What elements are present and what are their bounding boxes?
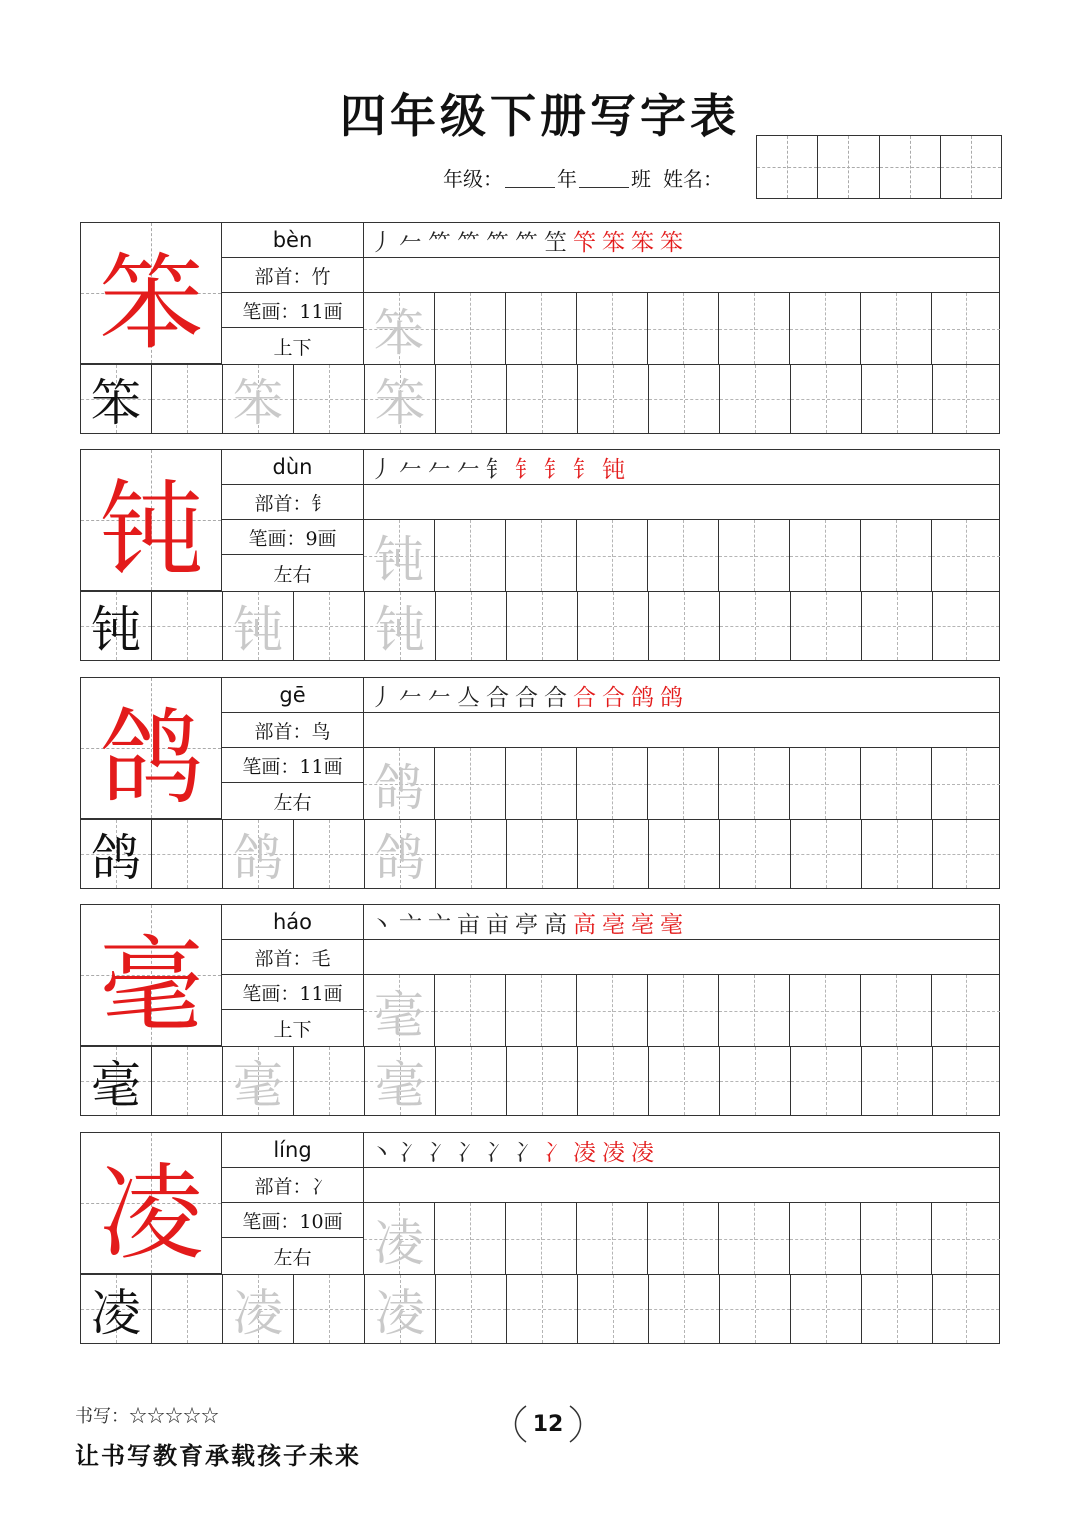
trace-char: 凌 [375,1284,425,1342]
stroke-step: 合 [486,684,509,711]
char-info [222,1133,364,1274]
trace-char: 钝 [375,601,425,659]
grade-label: 年级： [443,166,503,191]
big-char-cell [81,450,222,591]
practice-cell[interactable] [649,364,720,433]
stroke-step: 丶 [370,1139,393,1166]
big-char: 毫 [99,923,204,1046]
stroke-step: 钅 [573,456,596,483]
grade-blank[interactable] [505,167,555,188]
trace-char: 鸽 [374,758,424,817]
char-block [80,904,1000,1116]
practice-cell[interactable] [365,819,436,888]
radical: 部首：鸟 [222,713,363,748]
pinyin: háo [222,905,363,940]
practice-cell[interactable] [862,1046,933,1115]
char-info [222,450,364,591]
practice-cell[interactable] [364,520,435,591]
structure: 左右 [273,1246,312,1269]
name-box[interactable] [757,136,818,198]
practice-cell[interactable] [791,591,862,660]
page-number [520,1402,576,1446]
practice-cell[interactable] [81,1046,152,1115]
practice-cell[interactable] [861,975,932,1046]
pinyin: dùn [222,450,363,485]
practice-cell[interactable] [649,591,720,660]
stroke-step: 凌 [573,1139,596,1166]
rating-text: 书写：☆☆☆☆☆ [75,1406,219,1427]
practice-cell[interactable] [507,1274,578,1343]
pinyin: líng [222,1133,363,1168]
char-info [222,223,364,364]
practice-cell[interactable] [790,975,861,1046]
char-block [80,1132,1000,1344]
radical: 部首：钅 [222,485,363,520]
practice-cell[interactable] [364,1203,435,1274]
stroke-step: 冫 [544,1139,567,1166]
stroke-step: 笨 [631,229,654,256]
stroke-step: 冫 [428,1139,451,1166]
radical: 部首：毛 [222,940,363,975]
stroke-step: 凌 [631,1139,654,1166]
practice-cell[interactable] [933,1046,999,1115]
practice-cell[interactable] [365,364,436,433]
practice-cell[interactable] [507,819,578,888]
structure: 上下 [273,1018,312,1041]
practice-cell[interactable] [862,364,933,433]
practice-cell[interactable] [436,1046,507,1115]
name-box[interactable] [818,136,879,198]
practice-cell[interactable] [223,364,294,433]
stroke-order-row [364,678,999,713]
model-char: 笨 [91,374,141,432]
model-char: 钝 [91,601,141,659]
practice-cell[interactable] [152,1046,223,1115]
char-info [222,678,364,819]
trace-char: 鸽 [375,829,425,887]
year-suffix: 年 [557,166,577,191]
practice-cell[interactable] [719,748,790,819]
model-char: 凌 [91,1284,141,1342]
practice-cell[interactable] [507,591,578,660]
practice-cell[interactable] [152,591,223,660]
stroke-step: 丿 [370,456,393,483]
practice-cell[interactable] [648,975,719,1046]
char-block [80,677,1000,889]
stroke-order-row [364,1133,999,1168]
stroke-step: 亩 [457,911,480,938]
stroke-step: ⺮ [457,229,480,256]
stroke-step: 钅 [544,456,567,483]
practice-cell[interactable] [648,293,719,364]
stroke-step: ⺮ [515,229,538,256]
practice-cell[interactable] [861,1203,932,1274]
practice-cell[interactable] [436,364,507,433]
practice-cell[interactable] [577,748,648,819]
stroke-step: 笨 [602,229,625,256]
stroke-step: 亩 [486,911,509,938]
practice-cell[interactable] [364,293,435,364]
stroke-step: 笨 [660,229,683,256]
big-char: 笨 [99,241,204,364]
practice-cell[interactable] [365,1046,436,1115]
practice-cell[interactable] [719,520,790,591]
char-block [80,449,1000,661]
big-char-cell [81,678,222,819]
stroke-step: 𠂉 [399,229,422,256]
stroke-step: ⺮ [486,229,509,256]
practice-cell[interactable] [791,819,862,888]
stroke-step: 鸽 [660,684,683,711]
practice-cell[interactable] [578,1046,649,1115]
page-number-text: 12 [532,1411,564,1437]
trace-char: 鸽 [233,829,283,887]
stroke-step: 合 [544,684,567,711]
stroke-step: 鸽 [631,684,654,711]
practice-cell[interactable] [790,748,861,819]
practice-cell[interactable] [932,520,1000,591]
practice-cell[interactable] [578,591,649,660]
practice-cell[interactable] [790,293,861,364]
practice-cell[interactable] [861,520,932,591]
practice-cell[interactable] [649,1274,720,1343]
practice-cell[interactable] [577,293,648,364]
practice-cell[interactable] [790,520,861,591]
class-blank[interactable] [579,167,629,188]
structure: 左右 [273,791,312,814]
stroke-step: 亳 [602,911,625,938]
practice-cell[interactable] [720,591,791,660]
practice-cell[interactable] [436,819,507,888]
practice-cell[interactable] [506,748,577,819]
practice-cell[interactable] [862,591,933,660]
big-char: 凌 [99,1151,204,1274]
trace-char: 毫 [375,1056,425,1114]
student-info-row [443,160,723,194]
trace-char: 钝 [233,601,283,659]
practice-cell[interactable] [933,591,999,660]
practice-cell[interactable] [152,1274,223,1343]
stroke-step: 亳 [631,911,654,938]
practice-cell[interactable] [719,293,790,364]
practice-cell[interactable] [578,1274,649,1343]
practice-cell[interactable] [933,364,999,433]
practice-cell[interactable] [294,364,365,433]
practice-cell[interactable] [862,1274,933,1343]
big-char: 钝 [99,468,204,591]
stroke-count: 笔画：11画 [222,975,363,1010]
stroke-step: 丿 [370,684,393,711]
stroke-step: 丿 [370,229,393,256]
practice-cell[interactable] [365,591,436,660]
practice-cell[interactable] [720,364,791,433]
practice-cell[interactable] [861,293,932,364]
practice-cell[interactable] [364,975,435,1046]
practice-cell[interactable] [648,748,719,819]
practice-cell[interactable] [791,364,862,433]
practice-cell[interactable] [791,1274,862,1343]
trace-char: 毫 [374,985,424,1044]
trace-char: 笨 [374,303,424,362]
practice-cell[interactable] [933,819,999,888]
stroke-step: 合 [515,684,538,711]
practice-cell[interactable] [506,520,577,591]
radical: 部首：竹 [222,258,363,293]
stroke-step: 高 [573,911,596,938]
stroke-step: 𠂉 [428,456,451,483]
stroke-step: 𠂉 [428,684,451,711]
stroke-count: 笔画：9画 [222,520,363,555]
practice-cell[interactable] [294,1046,365,1115]
blank-row [364,258,999,293]
big-char-cell [81,223,222,364]
practice-cell[interactable] [932,975,1000,1046]
practice-cell[interactable] [506,1203,577,1274]
big-char-cell [81,905,222,1046]
stroke-step: 丶 [370,911,393,938]
stroke-step: 毫 [660,911,683,938]
practice-cell[interactable] [791,1046,862,1115]
stroke-step: 笁 [544,229,567,256]
trace-char: 笨 [375,374,425,432]
practice-cell[interactable] [152,819,223,888]
name-boxes [756,135,1002,199]
stroke-step: 钅 [486,456,509,483]
practice-cell[interactable] [862,819,933,888]
stroke-step: 高 [544,911,567,938]
practice-cell[interactable] [81,819,152,888]
practice-cell[interactable] [81,1274,152,1343]
stroke-count: 笔画：10画 [222,1203,363,1238]
practice-cell[interactable] [649,1046,720,1115]
practice-cell[interactable] [223,819,294,888]
stroke-step: 冫 [515,1139,538,1166]
stroke-count: 笔画：11画 [222,293,363,328]
practice-cell[interactable] [435,520,506,591]
stroke-step: 凌 [602,1139,625,1166]
stroke-order-row [364,223,999,258]
practice-cell[interactable] [720,1274,791,1343]
stroke-step: 亠 [428,911,451,938]
stroke-step: 𠂉 [399,456,422,483]
name-box[interactable] [880,136,941,198]
stroke-step: 𠂉 [457,456,480,483]
practice-cell[interactable] [932,748,1000,819]
practice-cell[interactable] [720,1046,791,1115]
practice-cell[interactable] [506,975,577,1046]
stroke-step: 𠂉 [399,684,422,711]
radical: 部首：冫 [222,1168,363,1203]
model-char: 鸽 [91,829,141,887]
page-title: 四年级下册写字表 [340,89,740,143]
model-char: 毫 [91,1056,141,1114]
practice-cell[interactable] [933,1274,999,1343]
practice-cell[interactable] [648,1203,719,1274]
practice-cell[interactable] [648,520,719,591]
stroke-step: 冫 [457,1139,480,1166]
practice-cell[interactable] [152,364,223,433]
practice-cell[interactable] [294,819,365,888]
practice-cell[interactable] [81,591,152,660]
practice-cell[interactable] [507,364,578,433]
stroke-order-row [364,450,999,485]
stroke-step: ⺮ [428,229,451,256]
trace-char: 凌 [374,1213,424,1272]
practice-cell[interactable] [294,1274,365,1343]
practice-cell[interactable] [577,1203,648,1274]
practice-cell[interactable] [365,1274,436,1343]
practice-cell[interactable] [577,975,648,1046]
stroke-step: 亠 [399,911,422,938]
stroke-step: 亼 [457,684,480,711]
practice-cell[interactable] [435,975,506,1046]
blank-row [364,1168,999,1203]
practice-cell[interactable] [81,364,152,433]
trace-char: 凌 [233,1284,283,1342]
slogan-text: 让书写教育承载孩子未来 [75,1441,361,1470]
practice-cell[interactable] [719,1203,790,1274]
pinyin: bèn [222,223,363,258]
practice-cell[interactable] [506,293,577,364]
practice-cell[interactable] [577,520,648,591]
name-label: 姓名： [663,166,723,191]
practice-cell[interactable] [435,1203,506,1274]
char-block [80,222,1000,434]
practice-cell[interactable] [719,975,790,1046]
char-info [222,905,364,1046]
trace-char: 钝 [374,530,424,589]
big-char: 鸽 [99,696,204,819]
big-char-cell [81,1133,222,1274]
practice-cell[interactable] [578,819,649,888]
class-suffix: 班 [631,166,651,191]
structure: 上下 [273,336,312,359]
practice-cell[interactable] [223,1274,294,1343]
practice-cell[interactable] [507,1046,578,1115]
trace-char: 笨 [233,374,283,432]
practice-cell[interactable] [436,591,507,660]
practice-cell[interactable] [790,1203,861,1274]
blank-row [364,713,999,748]
trace-char: 毫 [233,1056,283,1114]
practice-cell[interactable] [932,1203,1000,1274]
stroke-step: 合 [602,684,625,711]
stroke-step: 钅 [515,456,538,483]
stroke-step: 钝 [602,456,625,483]
practice-cell[interactable] [435,748,506,819]
practice-cell[interactable] [932,293,1000,364]
name-box[interactable] [941,136,1001,198]
practice-cell[interactable] [578,364,649,433]
practice-cell[interactable] [861,748,932,819]
practice-cell[interactable] [223,1046,294,1115]
stroke-count: 笔画：11画 [222,748,363,783]
stroke-step: 冫 [399,1139,422,1166]
stroke-step: 亭 [515,911,538,938]
practice-cell[interactable] [294,591,365,660]
blank-row [364,485,999,520]
structure: 左右 [273,563,312,586]
blank-row [364,940,999,975]
pinyin: gē [222,678,363,713]
stroke-step: 冫 [486,1139,509,1166]
practice-cell[interactable] [436,1274,507,1343]
practice-cell[interactable] [720,819,791,888]
stroke-step: 笇 [573,229,596,256]
practice-cell[interactable] [223,591,294,660]
practice-cell[interactable] [364,748,435,819]
stroke-order-row [364,905,999,940]
practice-cell[interactable] [649,819,720,888]
stroke-step: 合 [573,684,596,711]
practice-cell[interactable] [435,293,506,364]
